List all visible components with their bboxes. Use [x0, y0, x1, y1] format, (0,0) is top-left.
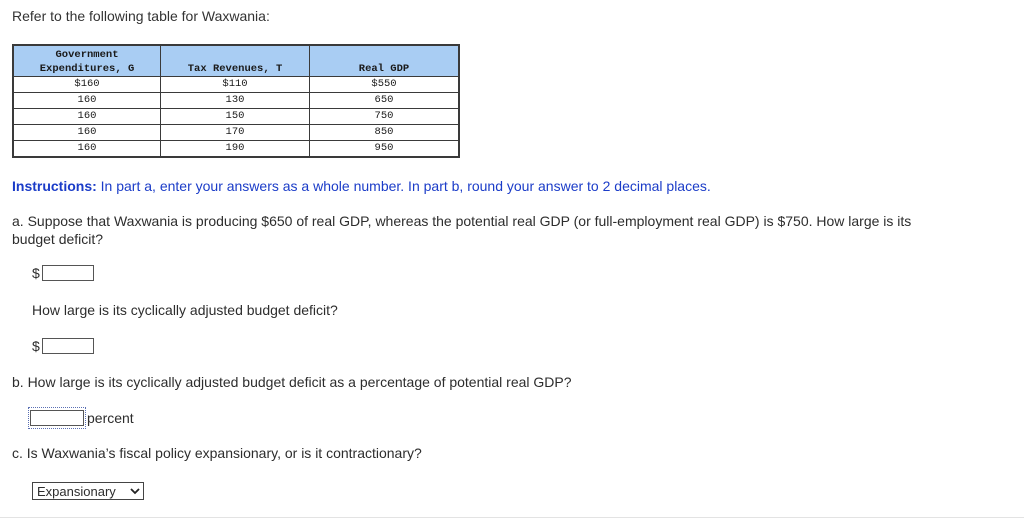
intro-text: Refer to the following table for Waxwania: — [12, 8, 270, 24]
percent-input[interactable] — [30, 410, 84, 426]
table-cell: $160 — [13, 77, 161, 93]
table-cell: 160 — [13, 109, 161, 125]
answer-row-budget-deficit — [32, 265, 94, 281]
table-row — [13, 77, 459, 93]
table-cell: 150 — [161, 109, 310, 125]
table-cell: 130 — [161, 93, 310, 109]
percent-label: percent — [87, 410, 134, 426]
question-a: a. Suppose that Waxwania is producing $650 of real GDP, whereas the potential real GDP (or full-employment real GDP) is $750. How large is its budget deficit? — [12, 213, 912, 247]
budget-deficit-input[interactable] — [42, 265, 94, 281]
question-b: b. How large is its cyclically adjusted budget deficit as a percentage of potential real GDP? — [12, 374, 572, 390]
answer-row-percent — [28, 407, 134, 429]
chevron-down-icon — [130, 487, 140, 495]
table-cell: 160 — [13, 93, 161, 109]
cyclical-deficit-input[interactable] — [42, 338, 94, 354]
table-cell: 160 — [13, 141, 161, 158]
table-cell: 650 — [310, 93, 460, 109]
header-line: Real GDP — [358, 63, 410, 75]
table-row — [13, 93, 459, 109]
fiscal-policy-selected: Expansionary — [37, 483, 116, 499]
table-cell: 750 — [310, 109, 460, 125]
header-tax-revenues — [161, 45, 310, 77]
table-cell: 160 — [13, 125, 161, 141]
table-cell: 850 — [310, 125, 460, 141]
fiscal-policy-select[interactable] — [32, 482, 144, 500]
table-row — [13, 125, 459, 141]
header-government-expenditures — [13, 45, 161, 77]
instructions-text: In part a, enter your answers as a whole number. In part b, round your answer to 2 decimal places. — [96, 178, 711, 194]
header-real-gdp — [310, 45, 460, 77]
header-line: Expenditures, G — [39, 63, 135, 75]
divider — [0, 517, 1024, 518]
question-a-cyclically-adjusted: How large is its cyclically adjusted budget deficit? — [32, 302, 338, 318]
currency-symbol: $ — [32, 265, 40, 281]
answer-row-cyclical-deficit — [32, 338, 94, 354]
header-line: Government — [55, 49, 119, 61]
table-cell: $550 — [310, 77, 460, 93]
instructions — [12, 178, 711, 194]
waxwania-table — [12, 44, 460, 158]
table-cell: 950 — [310, 141, 460, 158]
table-cell: $110 — [161, 77, 310, 93]
instructions-label: Instructions: — [12, 178, 97, 194]
question-c: c. Is Waxwania’s fiscal policy expansionary, or is it contractionary? — [12, 445, 422, 461]
header-line: Tax Revenues, T — [187, 63, 283, 75]
table-cell: 170 — [161, 125, 310, 141]
table-row — [13, 109, 459, 125]
table-header-row — [13, 45, 459, 77]
percent-input-wrapper — [28, 407, 86, 429]
table-cell: 190 — [161, 141, 310, 158]
table-row — [13, 141, 459, 158]
currency-symbol: $ — [32, 338, 40, 354]
